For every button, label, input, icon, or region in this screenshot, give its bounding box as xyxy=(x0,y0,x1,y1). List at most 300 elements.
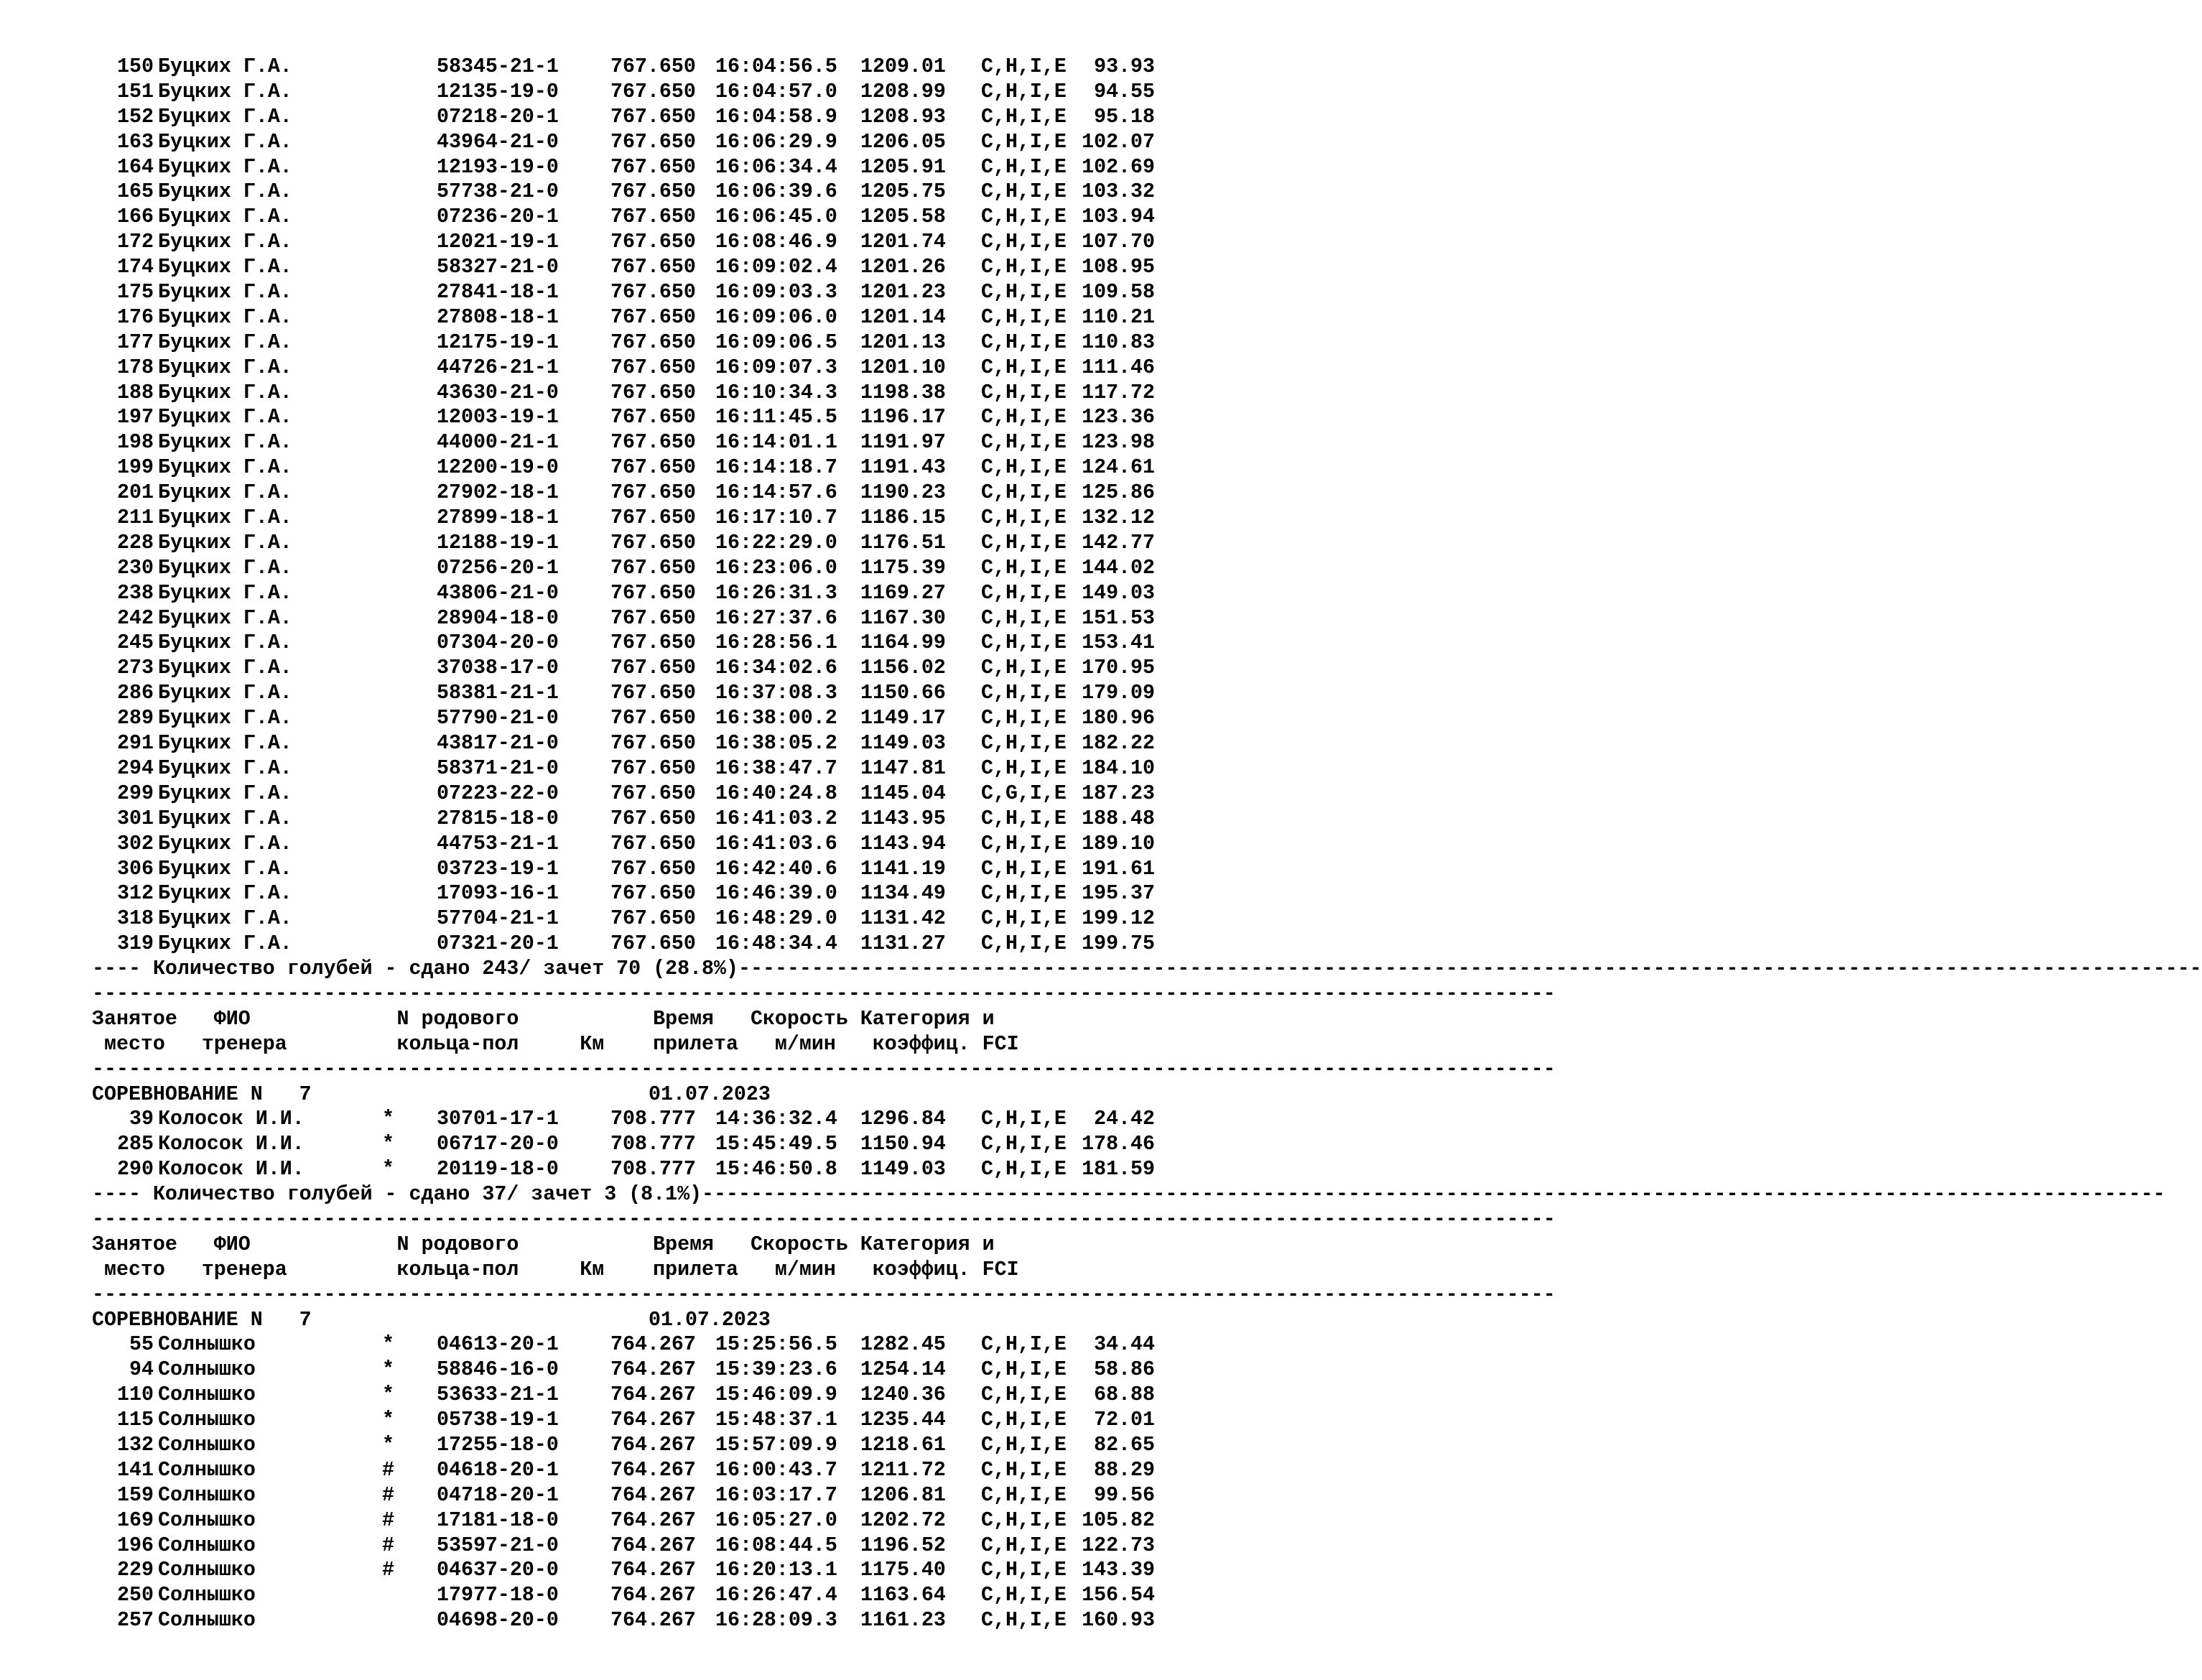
arrival-time-cell: 16:48:29.0 xyxy=(715,907,837,931)
summary-dash-fill: ------------------------------------------------------------------------------------------------------------------------ xyxy=(738,957,2202,981)
result-row xyxy=(92,1583,1169,1608)
trainer-name-cell: Солнышко xyxy=(158,1584,256,1607)
result-row xyxy=(92,731,1169,756)
distance-cell: 767.650 xyxy=(610,356,696,379)
category-cell: C,H,I,E xyxy=(981,581,1067,605)
arrival-time-cell: 15:46:50.8 xyxy=(715,1158,837,1182)
summary-line xyxy=(92,957,2202,982)
category-cell: C,H,I,E xyxy=(981,1408,1067,1432)
summary-text: ---- Количество голубей - сдано 37/ зачет 3 (8.1%) xyxy=(92,1183,702,1207)
speed-cell: 1150.66 xyxy=(860,682,946,705)
distance-cell: 767.650 xyxy=(610,431,696,455)
speed-cell: 1161.23 xyxy=(860,1609,946,1633)
place-cell: 166 xyxy=(117,205,154,229)
result-row xyxy=(92,80,1169,105)
arrival-time-cell: 16:06:29.9 xyxy=(715,130,837,154)
category-cell: C,H,I,E xyxy=(981,732,1067,756)
result-row xyxy=(92,205,1169,230)
place-cell: 174 xyxy=(117,256,154,279)
distance-cell: 764.267 xyxy=(610,1383,696,1407)
category-cell: C,H,I,E xyxy=(981,180,1067,204)
arrival-time-cell: 16:20:13.1 xyxy=(715,1559,837,1582)
fci-cell: 178.46 xyxy=(1082,1133,1155,1156)
fci-cell: 110.21 xyxy=(1082,305,1155,329)
speed-cell: 1149.03 xyxy=(860,732,946,756)
category-cell: C,H,I,E xyxy=(981,832,1067,855)
fci-cell: 94.55 xyxy=(1094,80,1155,103)
ring-number-cell: 12021-19-1 xyxy=(437,231,559,254)
speed-cell: 1235.44 xyxy=(860,1408,946,1432)
result-row xyxy=(92,556,1169,581)
arrival-time-cell: 15:46:09.9 xyxy=(715,1383,837,1407)
place-cell: 188 xyxy=(117,381,154,404)
result-row xyxy=(92,807,1169,832)
result-row xyxy=(92,130,1169,155)
category-cell: C,H,I,E xyxy=(981,631,1067,655)
category-cell: C,H,I,E xyxy=(981,1559,1067,1582)
place-cell: 319 xyxy=(117,932,154,956)
category-cell: C,H,I,E xyxy=(981,481,1067,505)
arrival-time-cell: 16:14:57.6 xyxy=(715,481,837,505)
trainer-name-cell: Буцких Г.А. xyxy=(158,231,292,254)
distance-cell: 767.650 xyxy=(610,256,696,279)
arrival-time-cell: 16:00:43.7 xyxy=(715,1458,837,1482)
category-cell: C,H,I,E xyxy=(981,707,1067,730)
mark-cell: # xyxy=(382,1508,394,1532)
trainer-name-cell: Буцких Г.А. xyxy=(158,256,292,279)
ring-number-cell: 12003-19-1 xyxy=(437,406,559,430)
distance-cell: 764.267 xyxy=(610,1584,696,1607)
fci-cell: 111.46 xyxy=(1082,356,1155,379)
place-cell: 132 xyxy=(117,1433,154,1457)
divider-line: ------------------------------------------------------------------------------------------------------------------------ xyxy=(92,1283,1556,1307)
speed-cell: 1205.75 xyxy=(860,180,946,204)
ring-number-cell: 57704-21-1 xyxy=(437,907,559,931)
speed-cell: 1201.26 xyxy=(860,256,946,279)
place-cell: 178 xyxy=(117,356,154,379)
speed-cell: 1186.15 xyxy=(860,506,946,530)
place-cell: 199 xyxy=(117,456,154,480)
trainer-name-cell: Буцких Г.А. xyxy=(158,105,292,129)
category-cell: C,H,I,E xyxy=(981,756,1067,780)
fci-cell: 143.39 xyxy=(1082,1559,1155,1582)
trainer-name-cell: Буцких Г.А. xyxy=(158,656,292,680)
column-header-line-1: Занятое ФИО N родового Время Скорость Категория и xyxy=(92,1233,995,1256)
fci-cell: 117.72 xyxy=(1082,381,1155,404)
result-row xyxy=(92,1383,1169,1408)
trainer-name-cell: Солнышко xyxy=(158,1408,256,1432)
place-cell: 197 xyxy=(117,406,154,430)
speed-cell: 1190.23 xyxy=(860,481,946,505)
result-row xyxy=(92,1608,1169,1633)
ring-number-cell: 43817-21-0 xyxy=(437,732,559,756)
place-cell: 286 xyxy=(117,682,154,705)
trainer-name-cell: Буцких Г.А. xyxy=(158,155,292,179)
fci-cell: 181.59 xyxy=(1082,1158,1155,1182)
ring-number-cell: 58371-21-0 xyxy=(437,756,559,780)
trainer-name-cell: Буцких Г.А. xyxy=(158,180,292,204)
arrival-time-cell: 16:27:37.6 xyxy=(715,606,837,630)
trainer-name-cell: Буцких Г.А. xyxy=(158,80,292,103)
ring-number-cell: 20119-18-0 xyxy=(437,1158,559,1182)
speed-cell: 1149.17 xyxy=(860,707,946,730)
fci-cell: 34.44 xyxy=(1094,1333,1155,1357)
ring-number-cell: 27841-18-1 xyxy=(437,281,559,305)
trainer-name-cell: Буцких Г.А. xyxy=(158,606,292,630)
trainer-name-cell: Буцких Г.А. xyxy=(158,55,292,78)
distance-cell: 767.650 xyxy=(610,606,696,630)
arrival-time-cell: 16:46:39.0 xyxy=(715,882,837,906)
ring-number-cell: 12135-19-0 xyxy=(437,80,559,103)
result-row xyxy=(92,481,1169,506)
distance-cell: 767.650 xyxy=(610,506,696,530)
result-row xyxy=(92,857,1169,882)
distance-cell: 764.267 xyxy=(610,1458,696,1482)
speed-cell: 1147.81 xyxy=(860,756,946,780)
speed-cell: 1240.36 xyxy=(860,1383,946,1407)
category-cell: C,H,I,E xyxy=(981,105,1067,129)
category-cell: C,H,I,E xyxy=(981,1333,1067,1357)
column-header-line-1: Занятое ФИО N родового Время Скорость Категория и xyxy=(92,1007,995,1031)
trainer-name-cell: Буцких Г.А. xyxy=(158,682,292,705)
result-row xyxy=(92,155,1169,180)
arrival-time-cell: 16:08:46.9 xyxy=(715,231,837,254)
distance-cell: 767.650 xyxy=(610,281,696,305)
fci-cell: 195.37 xyxy=(1082,882,1155,906)
fci-cell: 199.12 xyxy=(1082,907,1155,931)
place-cell: 164 xyxy=(117,155,154,179)
speed-cell: 1208.99 xyxy=(860,80,946,103)
ring-number-cell: 27815-18-0 xyxy=(437,807,559,830)
arrival-time-cell: 16:42:40.6 xyxy=(715,857,837,881)
category-cell: C,H,I,E xyxy=(981,406,1067,430)
category-cell: C,H,I,E xyxy=(981,1533,1067,1557)
fci-cell: 110.83 xyxy=(1082,330,1155,354)
result-row xyxy=(92,606,1169,631)
result-row xyxy=(92,1408,1169,1433)
fci-cell: 122.73 xyxy=(1082,1533,1155,1557)
arrival-time-cell: 16:14:01.1 xyxy=(715,431,837,455)
arrival-time-cell: 16:38:05.2 xyxy=(715,732,837,756)
result-row xyxy=(92,881,1169,906)
competition-label: СОРЕВНОВАНИЕ N 7 xyxy=(92,1082,312,1106)
arrival-time-cell: 16:28:56.1 xyxy=(715,631,837,655)
arrival-time-cell: 16:14:18.7 xyxy=(715,456,837,480)
fci-cell: 102.69 xyxy=(1082,155,1155,179)
fci-cell: 160.93 xyxy=(1082,1609,1155,1633)
ring-number-cell: 43806-21-0 xyxy=(437,581,559,605)
category-cell: C,H,I,E xyxy=(981,1133,1067,1156)
distance-cell: 764.267 xyxy=(610,1483,696,1507)
result-row xyxy=(92,1132,1169,1157)
fci-cell: 123.98 xyxy=(1082,431,1155,455)
result-row xyxy=(92,55,1169,80)
place-cell: 230 xyxy=(117,556,154,580)
ring-number-cell: 44753-21-1 xyxy=(437,832,559,855)
trainer-name-cell: Буцких Г.А. xyxy=(158,431,292,455)
speed-cell: 1169.27 xyxy=(860,581,946,605)
speed-cell: 1211.72 xyxy=(860,1458,946,1482)
speed-cell: 1191.97 xyxy=(860,431,946,455)
place-cell: 172 xyxy=(117,231,154,254)
fci-cell: 182.22 xyxy=(1082,732,1155,756)
place-cell: 39 xyxy=(129,1108,154,1131)
mark-cell: * xyxy=(382,1333,394,1357)
speed-cell: 1202.72 xyxy=(860,1508,946,1532)
fci-cell: 149.03 xyxy=(1082,581,1155,605)
place-cell: 301 xyxy=(117,807,154,830)
category-cell: C,H,I,E xyxy=(981,80,1067,103)
result-row xyxy=(92,405,1169,430)
distance-cell: 767.650 xyxy=(610,932,696,956)
result-row xyxy=(92,581,1169,606)
trainer-name-cell: Буцких Г.А. xyxy=(158,932,292,956)
arrival-time-cell: 15:48:37.1 xyxy=(715,1408,837,1432)
speed-cell: 1175.39 xyxy=(860,556,946,580)
ring-number-cell: 12188-19-1 xyxy=(437,531,559,554)
mark-cell: * xyxy=(382,1133,394,1156)
trainer-name-cell: Солнышко xyxy=(158,1508,256,1532)
place-cell: 55 xyxy=(129,1333,154,1357)
ring-number-cell: 04613-20-1 xyxy=(437,1333,559,1357)
category-cell: C,H,I,E xyxy=(981,1609,1067,1633)
arrival-time-cell: 16:38:00.2 xyxy=(715,707,837,730)
fci-cell: 72.01 xyxy=(1094,1408,1155,1432)
trainer-name-cell: Буцких Г.А. xyxy=(158,130,292,154)
fci-cell: 105.82 xyxy=(1082,1508,1155,1532)
speed-cell: 1206.05 xyxy=(860,130,946,154)
ring-number-cell: 17181-18-0 xyxy=(437,1508,559,1532)
distance-cell: 764.267 xyxy=(610,1559,696,1582)
mark-cell: * xyxy=(382,1383,394,1407)
column-header-line-2: место тренера кольца-пол Км прилета м/мин коэффиц. FCI xyxy=(92,1258,1019,1281)
speed-cell: 1201.14 xyxy=(860,305,946,329)
distance-cell: 767.650 xyxy=(610,105,696,129)
distance-cell: 764.267 xyxy=(610,1408,696,1432)
arrival-time-cell: 16:06:39.6 xyxy=(715,180,837,204)
result-row xyxy=(92,280,1169,305)
mark-cell: # xyxy=(382,1533,394,1557)
distance-cell: 764.267 xyxy=(610,1533,696,1557)
result-row xyxy=(92,381,1169,406)
ring-number-cell: 17255-18-0 xyxy=(437,1433,559,1457)
place-cell: 245 xyxy=(117,631,154,655)
fci-cell: 95.18 xyxy=(1094,105,1155,129)
category-cell: C,H,I,E xyxy=(981,556,1067,580)
result-row xyxy=(92,1558,1169,1583)
fci-cell: 199.75 xyxy=(1082,932,1155,956)
fci-cell: 180.96 xyxy=(1082,707,1155,730)
place-cell: 150 xyxy=(117,55,154,78)
place-cell: 169 xyxy=(117,1508,154,1532)
place-cell: 250 xyxy=(117,1584,154,1607)
trainer-name-cell: Колосок И.И. xyxy=(158,1133,305,1156)
result-row xyxy=(92,906,1169,932)
mark-cell: * xyxy=(382,1158,394,1182)
place-cell: 257 xyxy=(117,1609,154,1633)
trainer-name-cell: Буцких Г.А. xyxy=(158,882,292,906)
arrival-time-cell: 16:09:03.3 xyxy=(715,281,837,305)
distance-cell: 767.650 xyxy=(610,631,696,655)
fci-cell: 153.41 xyxy=(1082,631,1155,655)
fci-cell: 188.48 xyxy=(1082,807,1155,830)
speed-cell: 1208.93 xyxy=(860,105,946,129)
result-row xyxy=(92,932,1169,957)
divider-line: ------------------------------------------------------------------------------------------------------------------------ xyxy=(92,1057,1556,1081)
ring-number-cell: 05738-19-1 xyxy=(437,1408,559,1432)
place-cell: 201 xyxy=(117,481,154,505)
arrival-time-cell: 15:45:49.5 xyxy=(715,1133,837,1156)
category-cell: C,H,I,E xyxy=(981,1433,1067,1457)
trainer-name-cell: Колосок И.И. xyxy=(158,1158,305,1182)
speed-cell: 1149.03 xyxy=(860,1158,946,1182)
place-cell: 211 xyxy=(117,506,154,530)
speed-cell: 1201.74 xyxy=(860,231,946,254)
speed-cell: 1167.30 xyxy=(860,606,946,630)
ring-number-cell: 57738-21-0 xyxy=(437,180,559,204)
category-cell: C,H,I,E xyxy=(981,1158,1067,1182)
ring-number-cell: 03723-19-1 xyxy=(437,857,559,881)
ring-number-cell: 58846-16-0 xyxy=(437,1358,559,1382)
trainer-name-cell: Буцких Г.А. xyxy=(158,481,292,505)
ring-number-cell: 58381-21-1 xyxy=(437,682,559,705)
arrival-time-cell: 16:04:56.5 xyxy=(715,55,837,78)
place-cell: 163 xyxy=(117,130,154,154)
category-cell: C,H,I,E xyxy=(981,456,1067,480)
result-row xyxy=(92,506,1169,531)
distance-cell: 767.650 xyxy=(610,556,696,580)
result-row xyxy=(92,1533,1169,1559)
trainer-name-cell: Буцких Г.А. xyxy=(158,732,292,756)
speed-cell: 1145.04 xyxy=(860,781,946,805)
column-header-line-2: место тренера кольца-пол Км прилета м/мин коэффиц. FCI xyxy=(92,1032,1019,1056)
speed-cell: 1198.38 xyxy=(860,381,946,404)
speed-cell: 1205.58 xyxy=(860,205,946,229)
divider-line: ------------------------------------------------------------------------------------------------------------------------ xyxy=(92,1207,1556,1231)
category-cell: C,H,I,E xyxy=(981,431,1067,455)
place-cell: 176 xyxy=(117,305,154,329)
trainer-name-cell: Буцких Г.А. xyxy=(158,556,292,580)
result-row xyxy=(92,255,1169,280)
speed-cell: 1164.99 xyxy=(860,631,946,655)
category-cell: C,H,I,E xyxy=(981,155,1067,179)
trainer-name-cell: Солнышко xyxy=(158,1383,256,1407)
trainer-name-cell: Буцких Г.А. xyxy=(158,381,292,404)
distance-cell: 708.777 xyxy=(610,1133,696,1156)
ring-number-cell: 07236-20-1 xyxy=(437,205,559,229)
speed-cell: 1201.13 xyxy=(860,330,946,354)
speed-cell: 1150.94 xyxy=(860,1133,946,1156)
distance-cell: 767.650 xyxy=(610,55,696,78)
distance-cell: 767.650 xyxy=(610,80,696,103)
results-document xyxy=(92,55,2202,1633)
divider-line: ------------------------------------------------------------------------------------------------------------------------ xyxy=(92,982,1556,1006)
fci-cell: 124.61 xyxy=(1082,456,1155,480)
place-cell: 238 xyxy=(117,581,154,605)
result-row xyxy=(92,1483,1169,1508)
arrival-time-cell: 16:37:08.3 xyxy=(715,682,837,705)
speed-cell: 1191.43 xyxy=(860,456,946,480)
speed-cell: 1201.10 xyxy=(860,356,946,379)
trainer-name-cell: Колосок И.И. xyxy=(158,1108,305,1131)
fci-cell: 191.61 xyxy=(1082,857,1155,881)
category-cell: C,G,I,E xyxy=(981,781,1067,805)
fci-cell: 68.88 xyxy=(1094,1383,1155,1407)
speed-cell: 1156.02 xyxy=(860,656,946,680)
summary-dash-fill: ------------------------------------------------------------------------------------------------------------------------ xyxy=(702,1183,2165,1207)
category-cell: C,H,I,E xyxy=(981,281,1067,305)
arrival-time-cell: 16:41:03.6 xyxy=(715,832,837,855)
ring-number-cell: 27808-18-1 xyxy=(437,305,559,329)
result-row xyxy=(92,180,1169,205)
distance-cell: 764.267 xyxy=(610,1333,696,1357)
ring-number-cell: 28904-18-0 xyxy=(437,606,559,630)
place-cell: 312 xyxy=(117,882,154,906)
category-cell: C,H,I,E xyxy=(981,606,1067,630)
fci-cell: 132.12 xyxy=(1082,506,1155,530)
place-cell: 302 xyxy=(117,832,154,855)
fci-cell: 187.23 xyxy=(1082,781,1155,805)
arrival-time-cell: 16:09:02.4 xyxy=(715,256,837,279)
distance-cell: 767.650 xyxy=(610,381,696,404)
result-row xyxy=(92,781,1169,807)
place-cell: 159 xyxy=(117,1483,154,1507)
category-cell: C,H,I,E xyxy=(981,356,1067,379)
category-cell: C,H,I,E xyxy=(981,1584,1067,1607)
category-cell: C,H,I,E xyxy=(981,256,1067,279)
category-cell: C,H,I,E xyxy=(981,1358,1067,1382)
trainer-name-cell: Буцких Г.А. xyxy=(158,781,292,805)
fci-cell: 123.36 xyxy=(1082,406,1155,430)
arrival-time-cell: 16:09:07.3 xyxy=(715,356,837,379)
ring-number-cell: 58345-21-1 xyxy=(437,55,559,78)
fci-cell: 108.95 xyxy=(1082,256,1155,279)
category-cell: C,H,I,E xyxy=(981,330,1067,354)
result-row xyxy=(92,656,1169,681)
ring-number-cell: 53633-21-1 xyxy=(437,1383,559,1407)
fci-cell: 179.09 xyxy=(1082,682,1155,705)
result-row xyxy=(92,356,1169,381)
place-cell: 291 xyxy=(117,732,154,756)
ring-number-cell: 37038-17-0 xyxy=(437,656,559,680)
arrival-time-cell: 16:03:17.7 xyxy=(715,1483,837,1507)
mark-cell: # xyxy=(382,1559,394,1582)
distance-cell: 767.650 xyxy=(610,832,696,855)
competition-date: 01.07.2023 xyxy=(649,1308,771,1332)
result-row xyxy=(92,1433,1169,1458)
result-row xyxy=(92,681,1169,706)
arrival-time-cell: 16:28:09.3 xyxy=(715,1609,837,1633)
arrival-time-cell: 16:40:24.8 xyxy=(715,781,837,805)
place-cell: 285 xyxy=(117,1133,154,1156)
arrival-time-cell: 16:06:34.4 xyxy=(715,155,837,179)
mark-cell: * xyxy=(382,1433,394,1457)
distance-cell: 764.267 xyxy=(610,1433,696,1457)
category-cell: C,H,I,E xyxy=(981,55,1067,78)
result-row xyxy=(92,430,1169,455)
fci-cell: 24.42 xyxy=(1094,1108,1155,1131)
arrival-time-cell: 15:39:23.6 xyxy=(715,1358,837,1382)
ring-number-cell: 57790-21-0 xyxy=(437,707,559,730)
place-cell: 141 xyxy=(117,1458,154,1482)
place-cell: 175 xyxy=(117,281,154,305)
place-cell: 94 xyxy=(129,1358,154,1382)
trainer-name-cell: Буцких Г.А. xyxy=(158,581,292,605)
fci-cell: 93.93 xyxy=(1094,55,1155,78)
distance-cell: 767.650 xyxy=(610,682,696,705)
place-cell: 273 xyxy=(117,656,154,680)
speed-cell: 1134.49 xyxy=(860,882,946,906)
